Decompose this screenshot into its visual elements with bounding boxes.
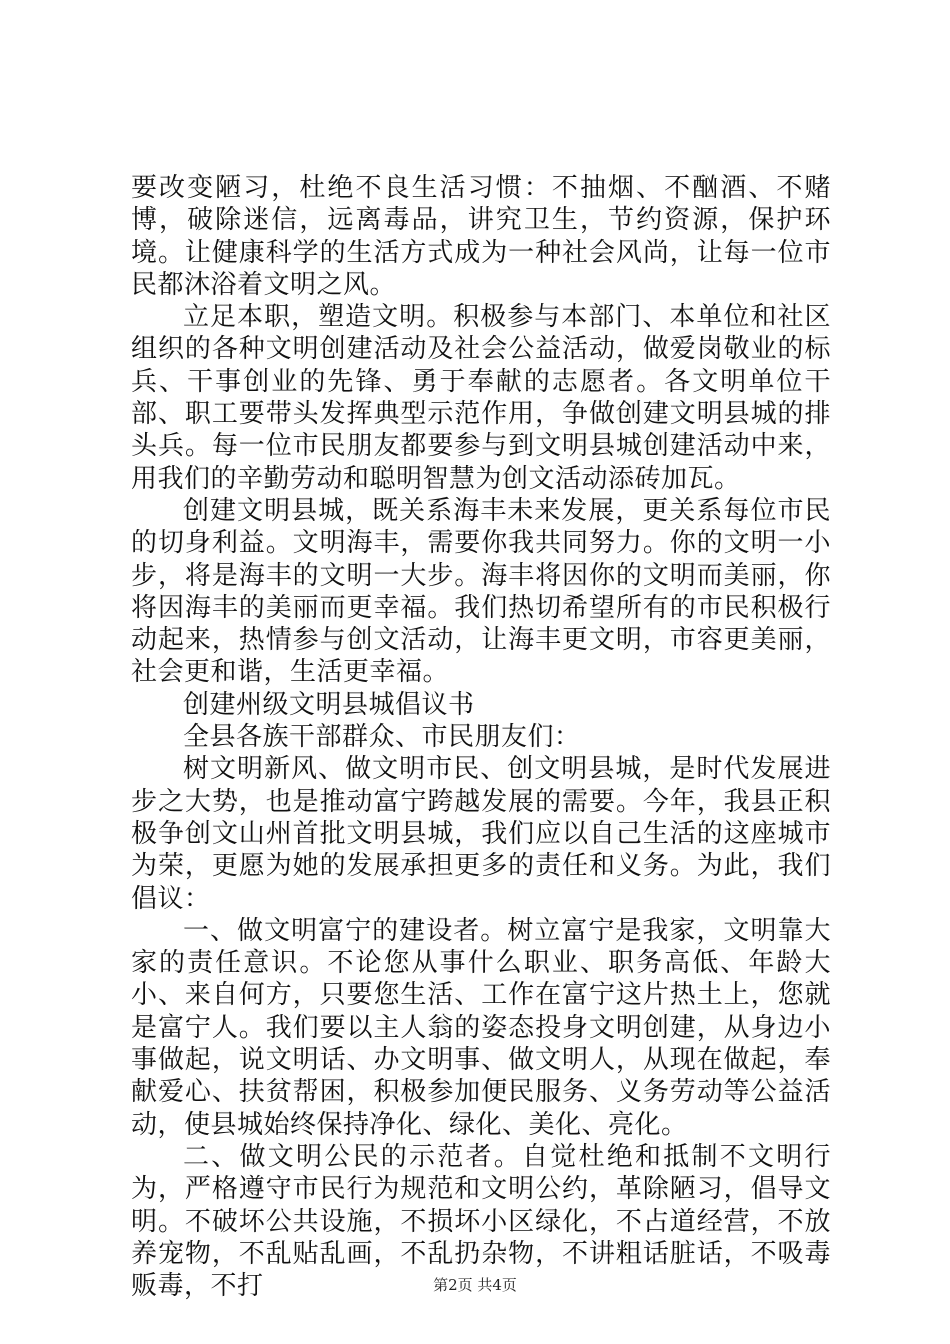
salutation: 全县各族干部群众、市民朋友们： — [183, 722, 581, 753]
document-heading: 创建州级文明县城倡议书 — [183, 689, 475, 720]
paragraph-7: 一、做文明富宁的建设者。树立富宁是我家，文明靠大家的责任意识。不论您从事什么职业、职务高低、年龄大小、来自何方，只要您生活、工作在富宁这片热土上，您就是富宁人。我们要以主人翁的姿态投身文明创建，从身边小事做起，说文明话、办文明事、做文明人，从现在做起，奉献爱心、扶贫帮困，积极参加便民服务、义务劳动等公益活动，使县城始终保持净化、绿化、美化、亮化。 — [131, 915, 831, 1140]
paragraph-3: 创建文明县城，既关系海丰未来发展，更关系每位市民的切身利益。文明海丰，需要你我共同努力。你的文明一小步，将是海丰的文明一大步。海丰将因你的文明而美丽，你将因海丰的美丽而更幸福。我们热切希望所有的市民积极行动起来，热情参与创文活动，让海丰更文明，市容更美丽，社会更和谐，生活更幸福。 — [131, 495, 831, 688]
paragraph-1: 要改变陋习，杜绝不良生活习惯：不抽烟、不酗酒、不赌博，破除迷信，远离毒品，讲究卫生，节约资源，保护环境。让健康科学的生活方式成为一种社会风尚，让每一位市民都沐浴着文明之风。 — [131, 173, 831, 300]
document-body — [131, 172, 831, 1302]
paragraph-8: 二、做文明公民的示范者。自觉杜绝和抵制不文明行为，严格遵守市民行为规范和文明公约，革除陋习，倡导文明。不破坏公共设施，不损坏小区绿化，不占道经营，不放养宠物，不乱贴乱画，不乱扔杂物，不讲粗话脏话，不吸毒贩毒，不打 — [131, 1141, 831, 1302]
page-number-footer: 第2页 共4页 — [433, 1276, 517, 1294]
paragraph-2: 立足本职，塑造文明。积极参与本部门、本单位和社区组织的各种文明创建活动及社会公益活动，做爱岗敬业的标兵、干事创业的先锋、勇于奉献的志愿者。各文明单位干部、职工要带头发挥典型示范作用，争做创建文明县城的排头兵。每一位市民朋友都要参与到文明县城创建活动中来，用我们的辛勤劳动和聪明智慧为创文活动添砖加瓦。 — [131, 302, 831, 494]
paragraph-6: 树文明新风、做文明市民、创文明县城，是时代发展进步之大势，也是推动富宁跨越发展的需要。今年，我县正积极争创文山州首批文明县城，我们应以自己生活的这座城市为荣，更愿为她的发展承担更多的责任和义务。为此，我们倡议： — [131, 754, 831, 914]
